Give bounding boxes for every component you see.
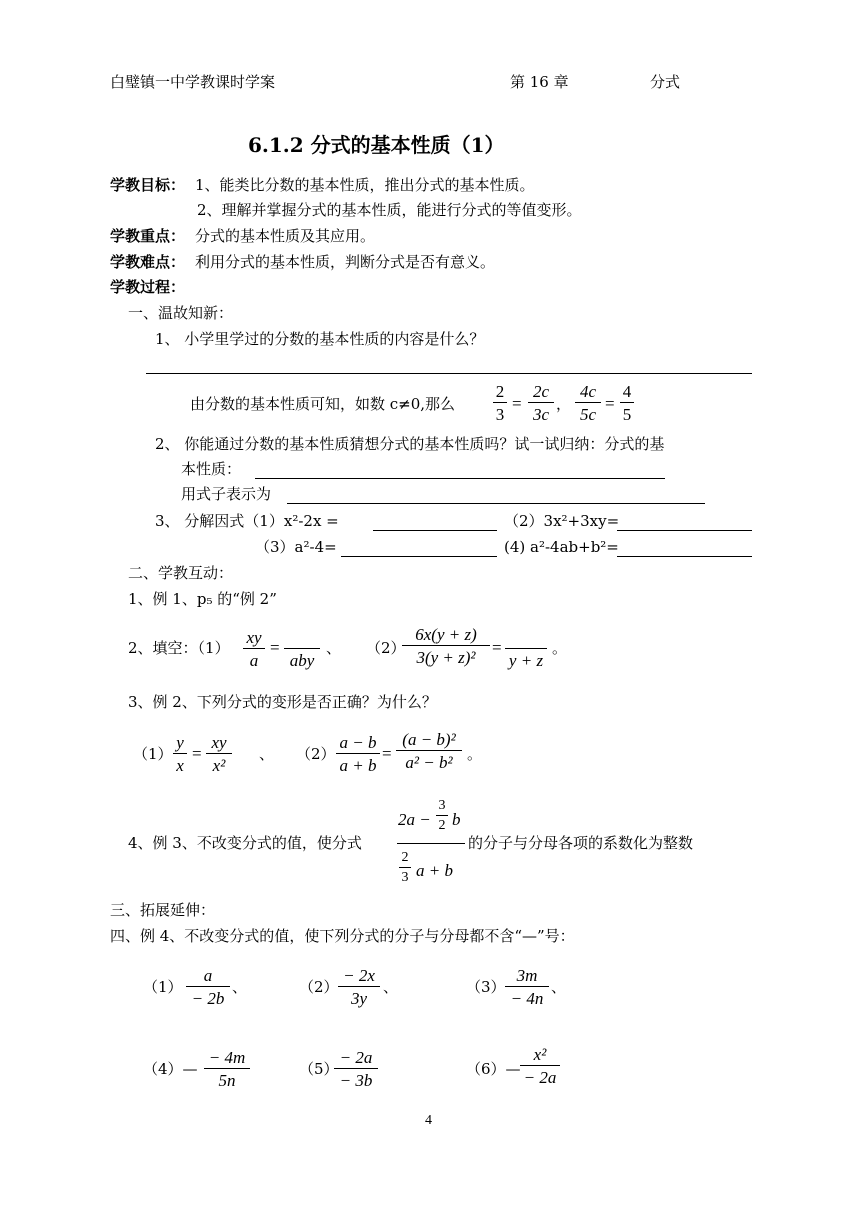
period: 。 [467,745,483,763]
review-q1-note: 由分数的基本性质可知，如数 c≠0,那么 [190,395,456,413]
fraction: 4 5 [620,383,634,423]
equals-sign: = [605,394,615,413]
fraction: xy x² [206,734,232,774]
interact-example-1: 1、例 1、p₅ 的“例 2” [128,590,277,608]
fraction-bar [397,843,465,844]
separator: 、 [259,745,275,763]
fraction: − 4m 5n [204,1049,250,1089]
ex3-denominator: a + b [416,861,453,880]
ex4-label-6: （6）— [466,1060,521,1078]
process-label: 学教过程： [110,278,186,296]
fraction: 2 3 [493,383,507,423]
ex4-label-1: （1） [143,978,183,996]
fill-in-label-2: （2） [366,639,406,657]
fraction: 2 3 [399,851,411,885]
answer-line [617,530,752,531]
answer-line [255,478,665,479]
review-q3-2: （2）3x²+3xy= [504,512,620,530]
fraction: a − b a + b [336,734,380,774]
separator: 、 [383,978,399,996]
header-topic: 分式 [650,73,681,91]
answer-line [341,556,497,557]
fraction: (a − b)² a² − b² [396,731,462,771]
fraction-blank: aby [284,629,320,669]
ex3-numerator-a: 2a − [398,810,431,829]
ex4-label-3: （3） [466,978,506,996]
fraction: a − 2b [186,967,230,1007]
equals-sign: = [192,744,202,763]
fraction: 2c 3c [528,383,554,423]
header-chapter: 第 16 章 [510,73,569,91]
goal-item-2: 2、理解并掌握分式的基本性质，能进行分式的等值变形。 [197,201,582,219]
period: 。 [552,639,568,657]
key-label: 学教重点： [110,227,186,245]
review-heading: 一、温故知新： [128,304,234,322]
page-number: 4 [425,1113,432,1128]
interact-example-3-rest: 的分子与分母各项的系数化为整数 [468,834,694,852]
separator: 、 [232,978,248,996]
header-school: 白璧镇一中学教课时学案 [110,73,276,91]
separator: 、 [551,978,567,996]
review-q2-c: 用式子表示为 [181,485,272,503]
answer-line [373,530,497,531]
fraction: 3 2 [436,799,448,833]
ex2-item-1: （1） [133,745,173,763]
ex4-label-4: （4）— [143,1060,198,1078]
equals-sign: = [492,638,502,657]
fraction-blank: y + z [505,629,547,669]
review-q1: 1、 小学里学过的分数的基本性质的内容是什么？ [155,330,485,348]
ex2-item-2: （2） [296,745,336,763]
separator: 、 [326,639,342,657]
review-q3: 3、 分解因式（1）x²-2x = [155,512,339,530]
equals-sign: = [270,638,280,657]
difficulty-label: 学教难点： [110,253,186,271]
review-q3-3: （3）a²-4= [255,538,337,556]
goal-item-1: 1、能类比分数的基本性质，推出分式的基本性质。 [195,176,535,194]
fraction: xy a [243,629,265,669]
review-q2: 2、 你能通过分数的基本性质猜想分式的基本性质吗？试一试归纳：分式的基 [155,435,665,453]
answer-line [617,556,752,557]
interact-heading: 二、学教互动： [128,564,234,582]
answer-line [287,503,705,504]
review-q3-4: (4) a²-4ab+b²= [504,538,619,556]
fraction: 4c 5c [575,383,601,423]
ex3-numerator-b: b [452,810,461,829]
review-q2-b: 本性质： [181,460,242,478]
ex4-label-5: （5） [299,1060,339,1078]
comma: ， [556,395,572,413]
ex4-label-2: （2） [299,978,339,996]
fraction: 6x(y + z) 3(y + z)² [402,626,490,666]
extend-heading: 三、拓展延伸： [110,901,216,919]
ex4-heading: 四、例 4、不改变分式的值，使下列分式的分子与分母都不含“—”号： [110,927,575,945]
answer-line [146,373,752,374]
fill-in-label: 2、填空：（1） [128,639,230,657]
fraction: x² − 2a [520,1046,560,1086]
key-text: 分式的基本性质及其应用。 [195,227,376,245]
interact-example-2: 3、例 2、下列分式的变形是否正确？为什么？ [128,693,437,711]
equals-sign: = [512,394,522,413]
fraction: 3m − 4n [505,967,549,1007]
equals-sign: = [382,744,392,763]
fraction: − 2x 3y [338,967,380,1007]
goals-label: 学教目标： [110,176,186,194]
interact-example-3: 4、例 3、不改变分式的值，使分式 [128,834,362,852]
difficulty-text: 利用分式的基本性质，判断分式是否有意义。 [195,253,496,271]
fraction: y x [173,734,187,774]
page-title: 6.1.2 分式的基本性质（1） [248,133,505,157]
fraction: − 2a − 3b [334,1049,378,1089]
